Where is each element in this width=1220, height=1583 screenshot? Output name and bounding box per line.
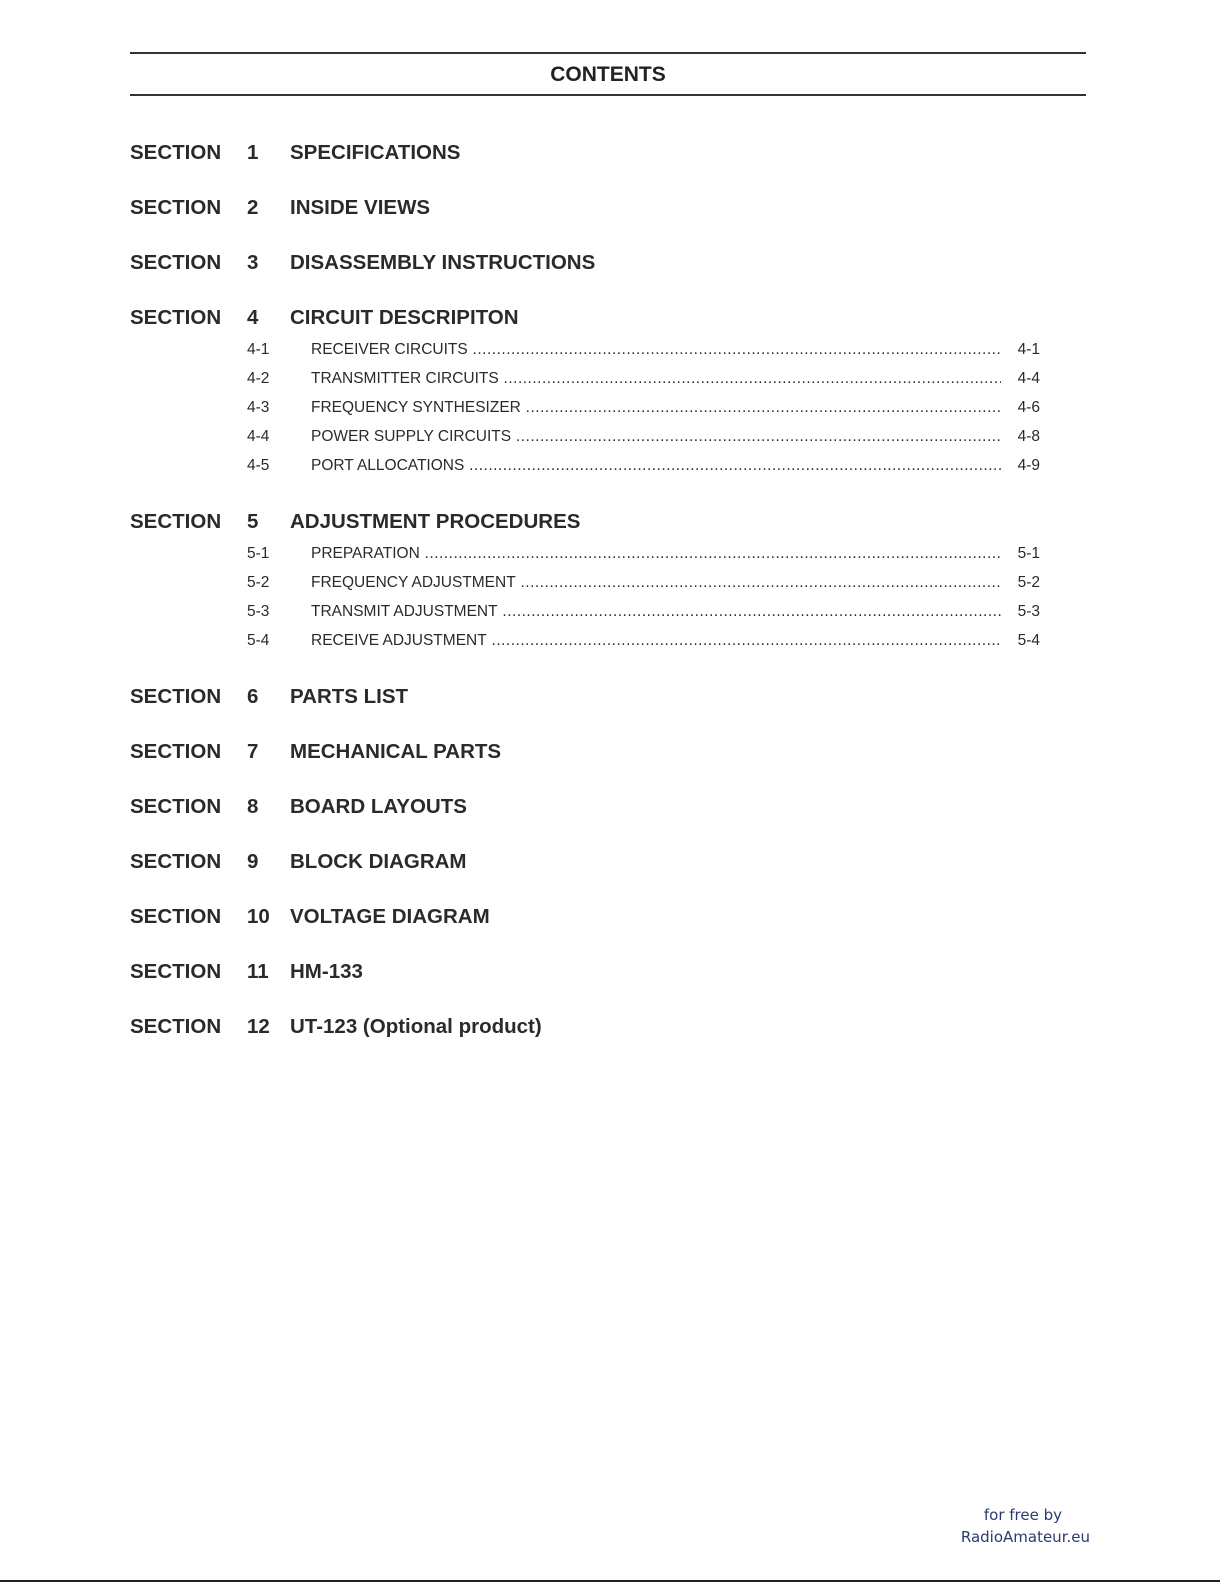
section-label: SECTION: [130, 251, 222, 274]
toc-subsection-row: [130, 364, 1040, 393]
section-title: BLOCK DIAGRAM: [290, 850, 467, 873]
subsection-title: TRANSMIT ADJUSTMENT .....: [311, 597, 1001, 626]
toc-subsection-row: [130, 568, 1040, 597]
subsection-page-number: 4-4: [1017, 370, 1040, 387]
subsection-page-number: 4-9: [1017, 457, 1040, 474]
section-title: UT-123 (Optional product): [290, 1015, 542, 1038]
subsection-page-number: 4-8: [1017, 428, 1040, 445]
section-title: CIRCUIT DESCRIPITON: [290, 306, 519, 329]
section-label: SECTION: [130, 685, 222, 708]
toc-section-row: [130, 140, 1040, 166]
toc-section-row: [130, 794, 1040, 820]
section-title: PARTS LIST: [290, 685, 409, 708]
subsection-number: 4-1: [247, 341, 270, 358]
subsection-title: TRANSMITTER CIRCUITS .....: [311, 364, 1001, 393]
toc-subsection-row: [130, 626, 1040, 655]
page-bottom-rule: [0, 1580, 1220, 1582]
section-number: 2: [247, 196, 259, 219]
section-title: ADJUSTMENT PROCEDURES: [290, 510, 581, 533]
toc-section-row: [130, 904, 1040, 930]
subsection-number: 5-4: [247, 632, 270, 649]
toc-subsection-row: [130, 422, 1040, 451]
section-number: 3: [247, 251, 259, 274]
subsection-page-number: 4-6: [1017, 399, 1040, 416]
table-of-contents: [130, 140, 1040, 1040]
subsection-page-number: 4-1: [1017, 341, 1040, 358]
section-title: VOLTAGE DIAGRAM: [290, 905, 490, 928]
subsection-number: 4-4: [247, 428, 270, 445]
section-label: SECTION: [130, 196, 222, 219]
toc-section-row: [130, 305, 1040, 331]
section-label: SECTION: [130, 850, 222, 873]
toc-subsection-row: [130, 451, 1040, 480]
subsection-title: RECEIVE ADJUSTMENT .....: [311, 626, 1001, 655]
section-number: 12: [247, 1015, 270, 1038]
header-rule-top: [130, 52, 1086, 54]
subsection-page-number: 5-4: [1017, 632, 1040, 649]
section-number: 9: [247, 850, 259, 873]
section-title: DISASSEMBLY INSTRUCTIONS: [290, 251, 596, 274]
subsection-number: 4-5: [247, 457, 270, 474]
section-title: HM-133: [290, 960, 363, 983]
section-label: SECTION: [130, 141, 222, 164]
section-label: SECTION: [130, 740, 222, 763]
toc-subsection-row: [130, 393, 1040, 422]
watermark-line-2: RadioAmateur.eu: [960, 1528, 1090, 1546]
subsection-number: 4-2: [247, 370, 270, 387]
subsection-title: PORT ALLOCATIONS .....: [311, 451, 1001, 480]
toc-section-row: [130, 509, 1040, 535]
subsection-number: 4-3: [247, 399, 270, 416]
toc-section-row: [130, 739, 1040, 765]
subsection-number: 5-1: [247, 545, 270, 562]
section-title: BOARD LAYOUTS: [290, 795, 467, 818]
toc-subsection-row: [130, 539, 1040, 568]
toc-section-row: [130, 959, 1040, 985]
toc-subsection-row: [130, 597, 1040, 626]
subsection-title: FREQUENCY SYNTHESIZER .....: [311, 393, 1001, 422]
toc-section-row: [130, 250, 1040, 276]
toc-subsection-row: [130, 335, 1040, 364]
section-label: SECTION: [130, 1015, 222, 1038]
section-number: 7: [247, 740, 259, 763]
section-label: SECTION: [130, 905, 222, 928]
watermark: [890, 1504, 1090, 1548]
toc-section-row: [130, 195, 1040, 221]
subsection-number: 5-3: [247, 603, 270, 620]
section-number: 11: [247, 960, 269, 983]
subsection-title: PREPARATION .....: [311, 539, 1001, 568]
section-number: 10: [247, 905, 270, 928]
section-label: SECTION: [130, 960, 222, 983]
section-number: 5: [247, 510, 259, 533]
subsection-page-number: 5-3: [1017, 603, 1040, 620]
section-number: 6: [247, 685, 259, 708]
header-rule-bottom: [130, 94, 1086, 96]
section-label: SECTION: [130, 510, 222, 533]
subsection-title: RECEIVER CIRCUITS .....: [311, 335, 1001, 364]
subsection-page-number: 5-1: [1017, 545, 1040, 562]
subsection-title: POWER SUPPLY CIRCUITS .....: [311, 422, 1001, 451]
section-number: 1: [247, 141, 259, 164]
section-label: SECTION: [130, 795, 222, 818]
subsection-number: 5-2: [247, 574, 270, 591]
page-title: CONTENTS: [550, 63, 666, 86]
section-number: 8: [247, 795, 259, 818]
section-title: INSIDE VIEWS: [290, 196, 431, 219]
subsection-title: FREQUENCY ADJUSTMENT .....: [311, 568, 1001, 597]
section-number: 4: [247, 306, 259, 329]
section-title: MECHANICAL PARTS: [290, 740, 502, 763]
watermark-line-1: for free by: [983, 1506, 1062, 1524]
toc-section-row: [130, 684, 1040, 710]
section-title: SPECIFICATIONS: [290, 141, 461, 164]
toc-section-row: [130, 849, 1040, 875]
section-label: SECTION: [130, 306, 222, 329]
subsection-page-number: 5-2: [1017, 574, 1040, 591]
toc-section-row: [130, 1014, 1040, 1040]
